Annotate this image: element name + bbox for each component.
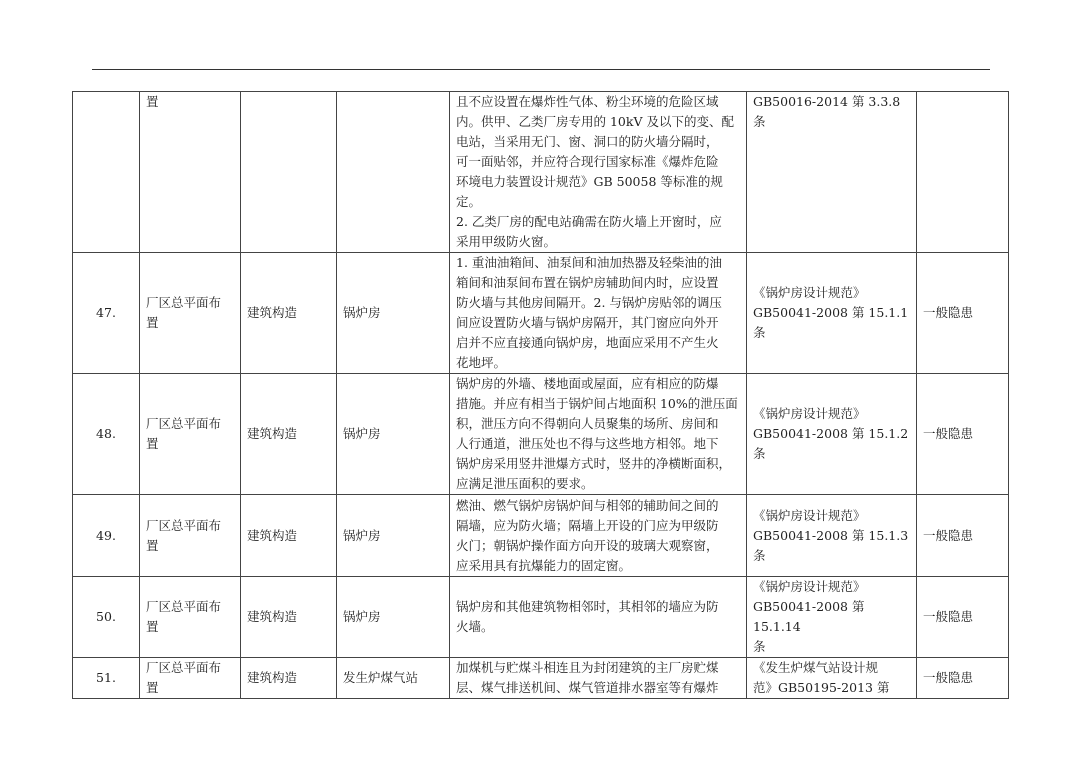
table-row — [73, 374, 1009, 495]
row-number: 49. — [73, 495, 140, 577]
standard-text: 《锅炉房设计规范》 GB50041-2008 第 15.1.3 条 — [753, 507, 909, 563]
place-cell: 锅炉房 — [337, 374, 450, 495]
hazard-table — [72, 91, 1009, 699]
standard-text: 《锅炉房设计规范》 GB50041-2008 第 15.1.14 条 — [753, 579, 866, 654]
row-number: 50. — [73, 577, 140, 658]
description-cell — [450, 495, 747, 577]
level-cell: 一般隐患 — [917, 253, 1009, 374]
description-text: 加煤机与贮煤斗相连且为封闭建筑的主厂房贮煤 层、煤气排送机间、煤气管道排水器室等有爆炸 — [456, 660, 719, 695]
standard-text: 《发生炉煤气站设计规 范》GB50195-2013 第 — [753, 660, 890, 695]
place-cell: 锅炉房 — [337, 495, 450, 577]
area-cell — [140, 92, 241, 253]
description-cell — [450, 253, 747, 374]
description-text: 锅炉房的外墙、楼地面或屋面，应有相应的防爆 措施。并应有相当于锅炉间占地面积 10%的泄压面 积，泄压方向不得朝向人员聚集的场所、房间和 人行通道，泄压处也不得与这些地方相邻。地下 锅炉房采用竖井泄爆方式时，竖井的净横断面积， 应满足泄压面积的要求。 — [456, 376, 738, 491]
area-cell — [140, 374, 241, 495]
description-text: 且不应设置在爆炸性气体、粉尘环境的危险区域 内。供甲、乙类厂房专用的 10kV 及以下的变、配 电站，当采用无门、窗、洞口的防火墙分隔时， 可一面贴邻，并应符合现行国家标准《爆炸危险 环境电力装置设计规范》GB 50058 等标准的规定。 2. 乙类厂房的配电站确需在防火墙上开窗时，应 采用甲级防火窗。 — [456, 94, 734, 249]
place-cell: 锅炉房 — [337, 253, 450, 374]
level-cell: 一般隐患 — [917, 374, 1009, 495]
row-number — [73, 92, 140, 253]
area-text: 厂区总平面布 置 — [146, 517, 222, 553]
description-cell — [450, 374, 747, 495]
area-text: 厂区总平面布 置 — [146, 416, 222, 451]
area-cell — [140, 658, 241, 699]
description-text: 燃油、燃气锅炉房锅炉间与相邻的辅助间之间的 隔墙，应为防火墙；隔墙上开设的门应为甲级防 火门；朝锅炉操作面方向开设的玻璃大观察窗， 应采用具有抗爆能力的固定窗。 — [456, 497, 719, 573]
header-rule — [92, 69, 990, 70]
row-number: 48. — [73, 374, 140, 495]
area-text: 置 — [146, 94, 159, 109]
category-cell: 建筑构造 — [241, 253, 337, 374]
area-text: 厂区总平面布 置 — [146, 295, 222, 330]
description-text: 1. 重油油箱间、油泵间和油加热器及轻柴油的油 箱间和油泵间布置在锅炉房辅助间内时，应设置 防火墙与其他房间隔开。2. 与锅炉房贴邻的调压 间应设置防火墙与锅炉房隔开，其门窗应向外开 启并不应直接通向锅炉房，地面应采用不产生火 花地坪。 — [456, 255, 722, 370]
description-cell — [450, 92, 747, 253]
description-text: 锅炉房和其他建筑物相邻时，其相邻的墙应为防 火墙。 — [456, 599, 719, 634]
level-cell: 一般隐患 — [917, 658, 1009, 699]
category-cell — [241, 92, 337, 253]
area-cell — [140, 495, 241, 577]
level-cell: 一般隐患 — [917, 495, 1009, 577]
category-cell: 建筑构造 — [241, 374, 337, 495]
standard-cell — [747, 92, 917, 253]
table-row — [73, 577, 1009, 658]
description-cell — [450, 658, 747, 699]
place-cell: 发生炉煤气站 — [337, 658, 450, 699]
row-number: 47. — [73, 253, 140, 374]
place-cell — [337, 92, 450, 253]
standard-cell — [747, 253, 917, 374]
place-cell: 锅炉房 — [337, 577, 450, 658]
category-cell: 建筑构造 — [241, 658, 337, 699]
standard-cell — [747, 374, 917, 495]
level-cell: 一般隐患 — [917, 577, 1009, 658]
row-number: 51. — [73, 658, 140, 699]
category-cell: 建筑构造 — [241, 495, 337, 577]
standard-text: GB50016-2014 第 3.3.8 条 — [753, 94, 901, 129]
category-cell: 建筑构造 — [241, 577, 337, 658]
area-text: 厂区总平面布 置 — [146, 660, 222, 695]
level-cell — [917, 92, 1009, 253]
standard-text: 《锅炉房设计规范》 GB50041-2008 第 15.1.2 条 — [753, 406, 909, 461]
description-cell — [450, 577, 747, 658]
standard-text: 《锅炉房设计规范》 GB50041-2008 第 15.1.1 条 — [753, 285, 909, 340]
table-row — [73, 658, 1009, 699]
standard-cell — [747, 658, 917, 699]
area-cell — [140, 253, 241, 374]
table-row — [73, 92, 1009, 253]
area-cell — [140, 577, 241, 658]
table-row — [73, 495, 1009, 577]
table-row — [73, 253, 1009, 374]
area-text: 厂区总平面布 置 — [146, 599, 222, 634]
standard-cell — [747, 577, 917, 658]
standard-cell — [747, 495, 917, 577]
